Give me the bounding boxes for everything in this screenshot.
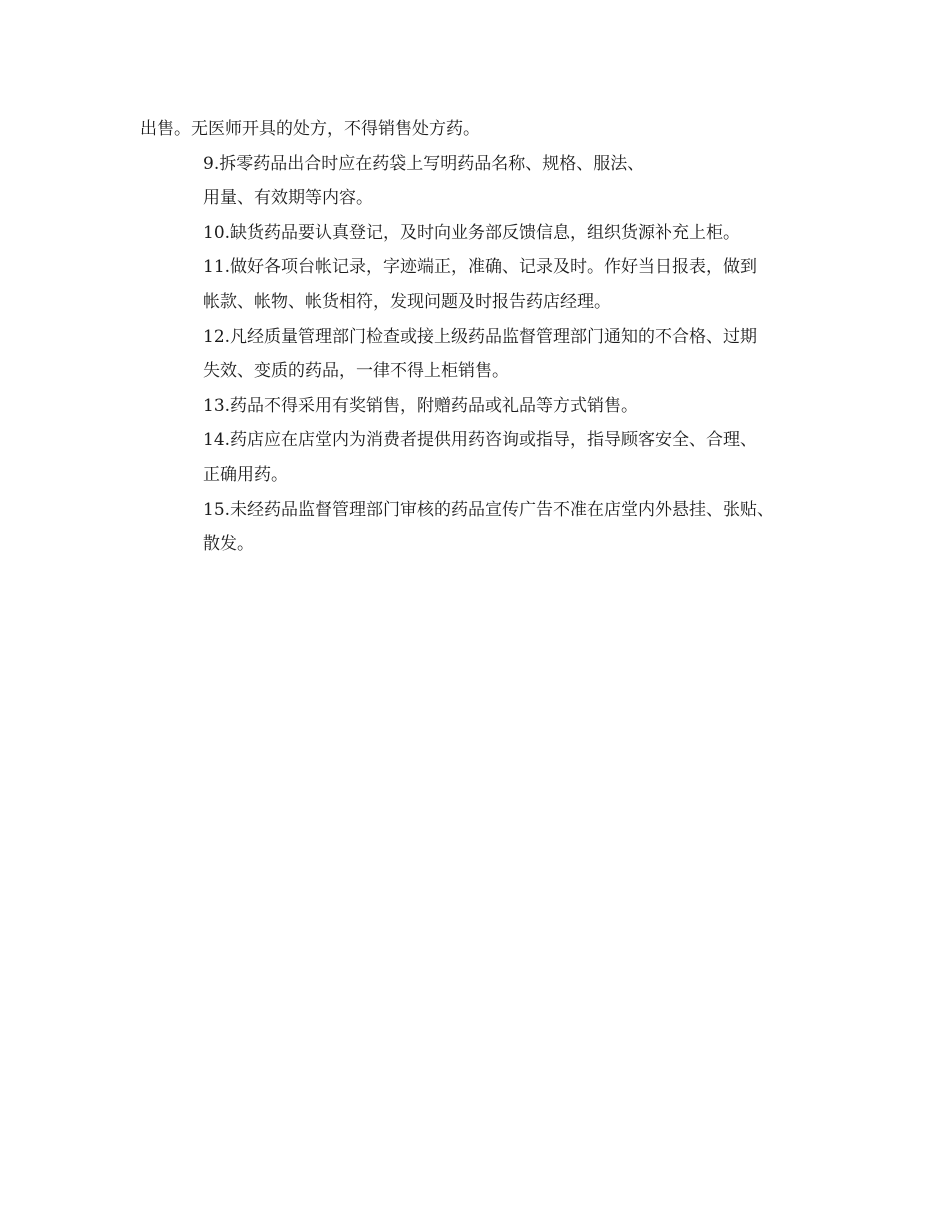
document-body xyxy=(140,112,830,562)
paragraph-p11 xyxy=(140,250,830,319)
paragraph-p15 xyxy=(140,493,830,562)
paragraph-p14 xyxy=(140,423,830,492)
paragraph-p12 xyxy=(140,320,830,389)
paragraph-line: 10.缺货药品要认真登记，及时向业务部反馈信息，组织货源补充上柜。 xyxy=(203,222,741,243)
paragraph-line: 用量、有效期等内容。 xyxy=(203,188,373,209)
paragraph-p8-tail xyxy=(140,112,830,147)
paragraph-line: 帐款、帐物、帐货相符，发现问题及时报告药店经理。 xyxy=(203,291,611,312)
paragraph-p13 xyxy=(140,389,830,424)
paragraph-line: 9.拆零药品出合时应在药袋上写明药品名称、规格、服法、 xyxy=(203,153,645,174)
paragraph-p9 xyxy=(140,147,830,216)
paragraph-line: 正确用药。 xyxy=(203,464,288,485)
paragraph-line: 11.做好各项台帐记录，字迹端正，准确、记录及时。作好当日报表，做到 xyxy=(203,257,758,278)
paragraph-line: 14.药店应在店堂内为消费者提供用药咨询或指导，指导顾客安全、合理、 xyxy=(203,430,758,451)
paragraph-line: 散发。 xyxy=(203,534,254,555)
paragraph-line: 失效、变质的药品，一律不得上柜销售。 xyxy=(203,361,509,382)
paragraph-line: 13.药品不得采用有奖销售，附赠药品或礼品等方式销售。 xyxy=(203,395,639,416)
paragraph-line: 12.凡经质量管理部门检查或接上级药品监督管理部门通知的不合格、过期 xyxy=(203,326,758,347)
paragraph-line: 15.未经药品监督管理部门审核的药品宣传广告不准在店堂内外悬挂、张贴、 xyxy=(203,499,775,520)
paragraph-p10 xyxy=(140,216,830,251)
paragraph-line: 出售。无医师开具的处方，不得销售处方药。 xyxy=(140,119,480,139)
